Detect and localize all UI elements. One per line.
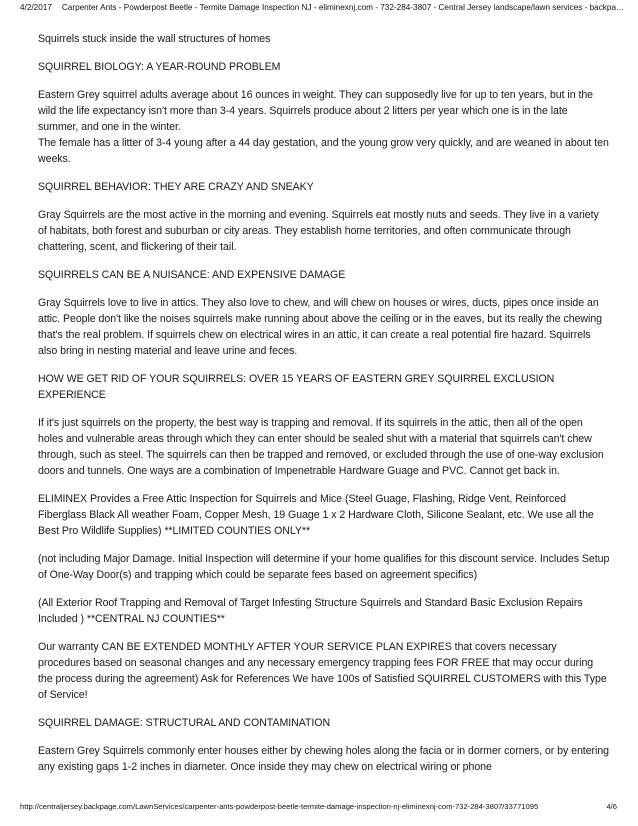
- heading-nuisance: SQUIRRELS CAN BE A NUISANCE: AND EXPENSIVE DAMAGE: [38, 269, 346, 281]
- paragraph-inspection-note: (not including Major Damage. Initial Inspection will determine if your home qualifies for this discount service. Includes Setup of One-Way Door(s) and trapping which could be separate fees based on agreement specifics): [38, 553, 610, 581]
- article-body: [38, 31, 610, 787]
- paragraph-removal: If it's just squirrels on the property, the best way is trapping and removal. If its squirrels in the attic, then all of the open holes and vulnerable areas through which they can enter should be sealed shut with a material that squirrels can't chew through, such as steel. The squirrels can then be trapped and removed, or excluded through the use of one-way exclusion doors and tunnels. One ways are a combination of Impenetrable Hardware Guage and PVC. Cannot get back in.: [38, 417, 604, 477]
- heading-biology: SQUIRREL BIOLOGY: A YEAR-ROUND PROBLEM: [38, 61, 281, 73]
- paragraph-damage: Eastern Grey Squirrels commonly enter houses either by chewing holes along the facia or in dormer corners, or by entering any existing gaps 1-2 inches in diameter. Once inside they may chew on electrical wiring or phone: [38, 745, 610, 773]
- paragraph-nuisance: Gray Squirrels love to live in attics. They also love to chew, and will chew on houses or wires, ducts, pipes once inside an attic. People don't like the noises squirrels make running about above the ceiling or in the eaves, but its really the chewing that's the real problem. If squirrels chew on electrical wires in an attic, it can create a real potential fire hazard. Squirrels also bring in nesting material and leave urine and feces.: [38, 297, 603, 357]
- heading-behavior: SQUIRREL BEHAVIOR: THEY ARE CRAZY AND SNEAKY: [38, 181, 314, 193]
- paragraph-biology-1: Eastern Grey squirrel adults average about 16 ounces in weight. They can supposedly live for up to ten years, but in the wild the life expectancy isn't more than 3-4 years. Squirrels produce about 2 litters per year which one is in the late summer, and one in the winter.: [38, 89, 594, 133]
- print-date: 4/2/2017: [20, 3, 52, 12]
- page-number: 4/6: [606, 802, 617, 811]
- page-title: Carpenter Ants - Powderpost Beetle - Termite Damage Inspection NJ - eliminexnj.com - 732-284-3807 - Central Jersey landscape/lawn services - backpa…: [61, 3, 625, 12]
- page-footer: [20, 802, 625, 812]
- paragraph-inspection: ELIMINEX Provides a Free Attic Inspection for Squirrels and Mice (Steel Guage, Flashing, Ridge Vent, Reinforced Fiberglass Black All weather Foam, Copper Mesh, 19 Guage 1 x 2 Hardware Cloth, Silicone Sealant, etc. We use all the Best Pro Wildlife Supplies) **LIMITED COUNTIES ONLY**: [38, 493, 594, 537]
- page-header: [20, 3, 625, 13]
- page-url: http://centraljersey.backpage.com/LawnServices/carpenter-ants-powderpost-beetle-termite-damage-inspection-nj-eliminexnj-com-732-284-3807/33771095: [20, 802, 539, 811]
- paragraph-warranty: Our warranty CAN BE EXTENDED MONTHLY AFTER YOUR SERVICE PLAN EXPIRES that covers necessary procedures based on seasonal changes and any necessary emergency trapping fees FOR FREE that may occur during the process during the agreement) Ask for References We have 100s of Satisfied SQUIRREL CUSTOMERS with this Type of Service!: [38, 641, 607, 701]
- paragraph-caption: Squirrels stuck inside the wall structures of homes: [38, 33, 271, 45]
- paragraph-behavior: Gray Squirrels are the most active in the morning and evening. Squirrels eat mostly nuts and seeds. They live in a variety of habitats, both forest and suburban or city areas. They establish home territories, and often communicate through chattering, scent, and flickering of their tail.: [38, 209, 599, 253]
- paragraph-exterior: (All Exterior Roof Trapping and Removal of Target Infesting Structure Squirrels and Standard Basic Exclusion Repairs Included ) **CENTRAL NJ COUNTIES**: [38, 597, 583, 625]
- paragraph-biology-2: The female has a litter of 3-4 young after a 44 day gestation, and the young grow very quickly, and are weaned in about ten weeks.: [38, 137, 609, 165]
- heading-damage: SQUIRREL DAMAGE: STRUCTURAL AND CONTAMINATION: [38, 717, 331, 729]
- heading-removal: HOW WE GET RID OF YOUR SQUIRRELS: OVER 15 YEARS OF EASTERN GREY SQUIRREL EXCLUSION EXPERIENCE: [38, 373, 555, 401]
